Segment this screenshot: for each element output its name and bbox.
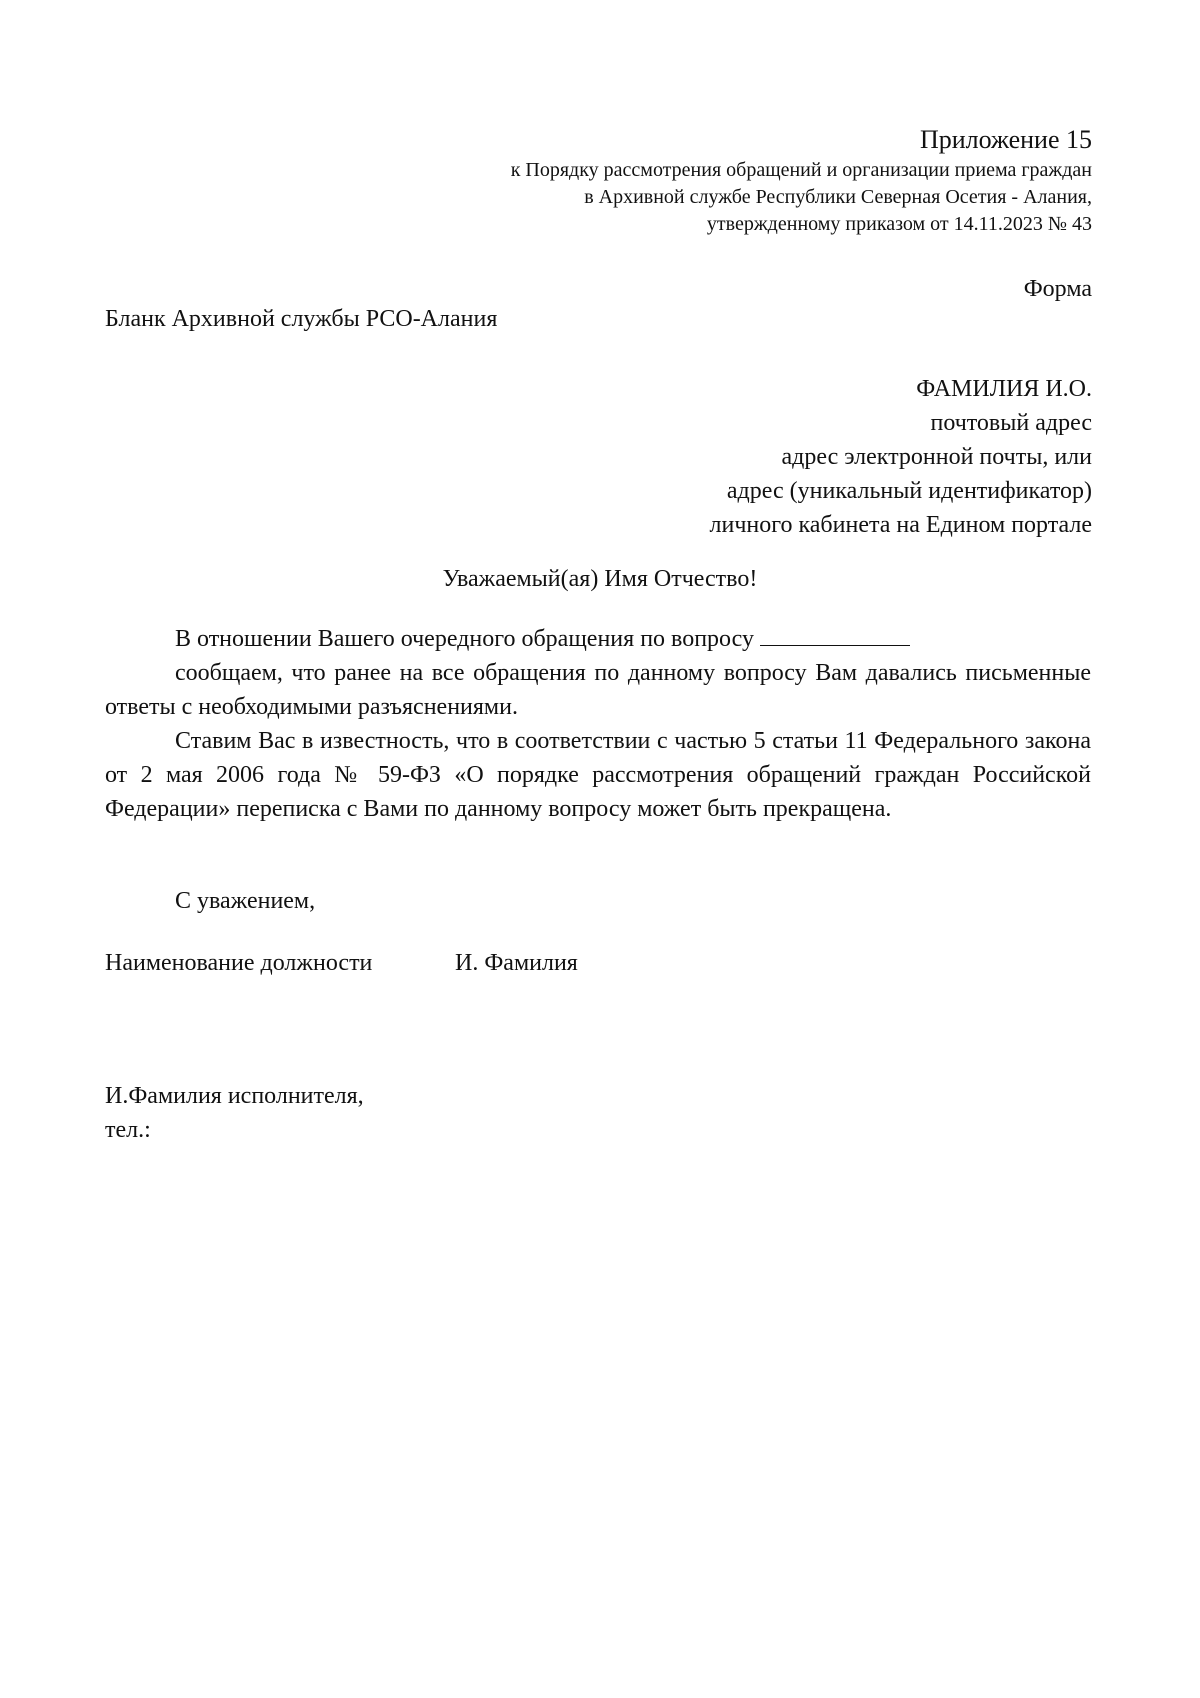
paragraph-2: Ставим Вас в известность, что в соответствии с частью 5 статьи 11 Федерального закона от 2 мая 2006 года № 59-ФЗ «О порядке рассмотрения обращений граждан Российской Федерации» переписка с Вами по данному вопросу может быть прекращена. <box>105 728 1091 822</box>
executor-name: И.Фамилия исполнителя, <box>105 1083 364 1109</box>
topic-blank-line <box>760 627 910 646</box>
signer-name: И. Фамилия <box>455 950 578 976</box>
paragraph-1-start <box>105 622 1091 656</box>
recipient-block <box>710 372 1093 542</box>
appendix-line-2: в Архивной службе Республики Северная Осетия - Алания, <box>584 186 1092 208</box>
recipient-postal-address: почтовый адрес <box>930 410 1092 436</box>
recipient-name: ФАМИЛИЯ И.О. <box>916 376 1092 402</box>
appendix-title: Приложение 15 <box>919 125 1092 154</box>
recipient-portal-id: адрес (уникальный идентификатор) <box>726 478 1092 504</box>
letter-body <box>105 622 1091 826</box>
salutation: Уважаемый(ая) Имя Отчество! <box>442 566 758 592</box>
closing-phrase: С уважением, <box>175 888 316 914</box>
executor-phone: тел.: <box>105 1117 151 1143</box>
recipient-email: адрес электронной почты, или <box>781 444 1092 470</box>
paragraph-1-continuation: сообщаем, что ранее на все обращения по данному вопросу Вам давались письменные ответы с необходимыми разъяснениями. <box>105 660 1091 720</box>
paragraph-1-start-text: В отношении Вашего очередного обращения по вопросу <box>175 626 754 652</box>
signer-position: Наименование должности <box>105 950 373 976</box>
form-label: Форма <box>1023 276 1092 302</box>
letterhead-label: Бланк Архивной службы РСО-Алания <box>105 306 498 332</box>
appendix-line-1: к Порядку рассмотрения обращений и организации приема граждан <box>510 159 1092 181</box>
recipient-portal-cabinet: личного кабинета на Едином портале <box>709 512 1092 538</box>
appendix-line-3: утвержденному приказом от 14.11.2023 № 43 <box>706 213 1092 235</box>
